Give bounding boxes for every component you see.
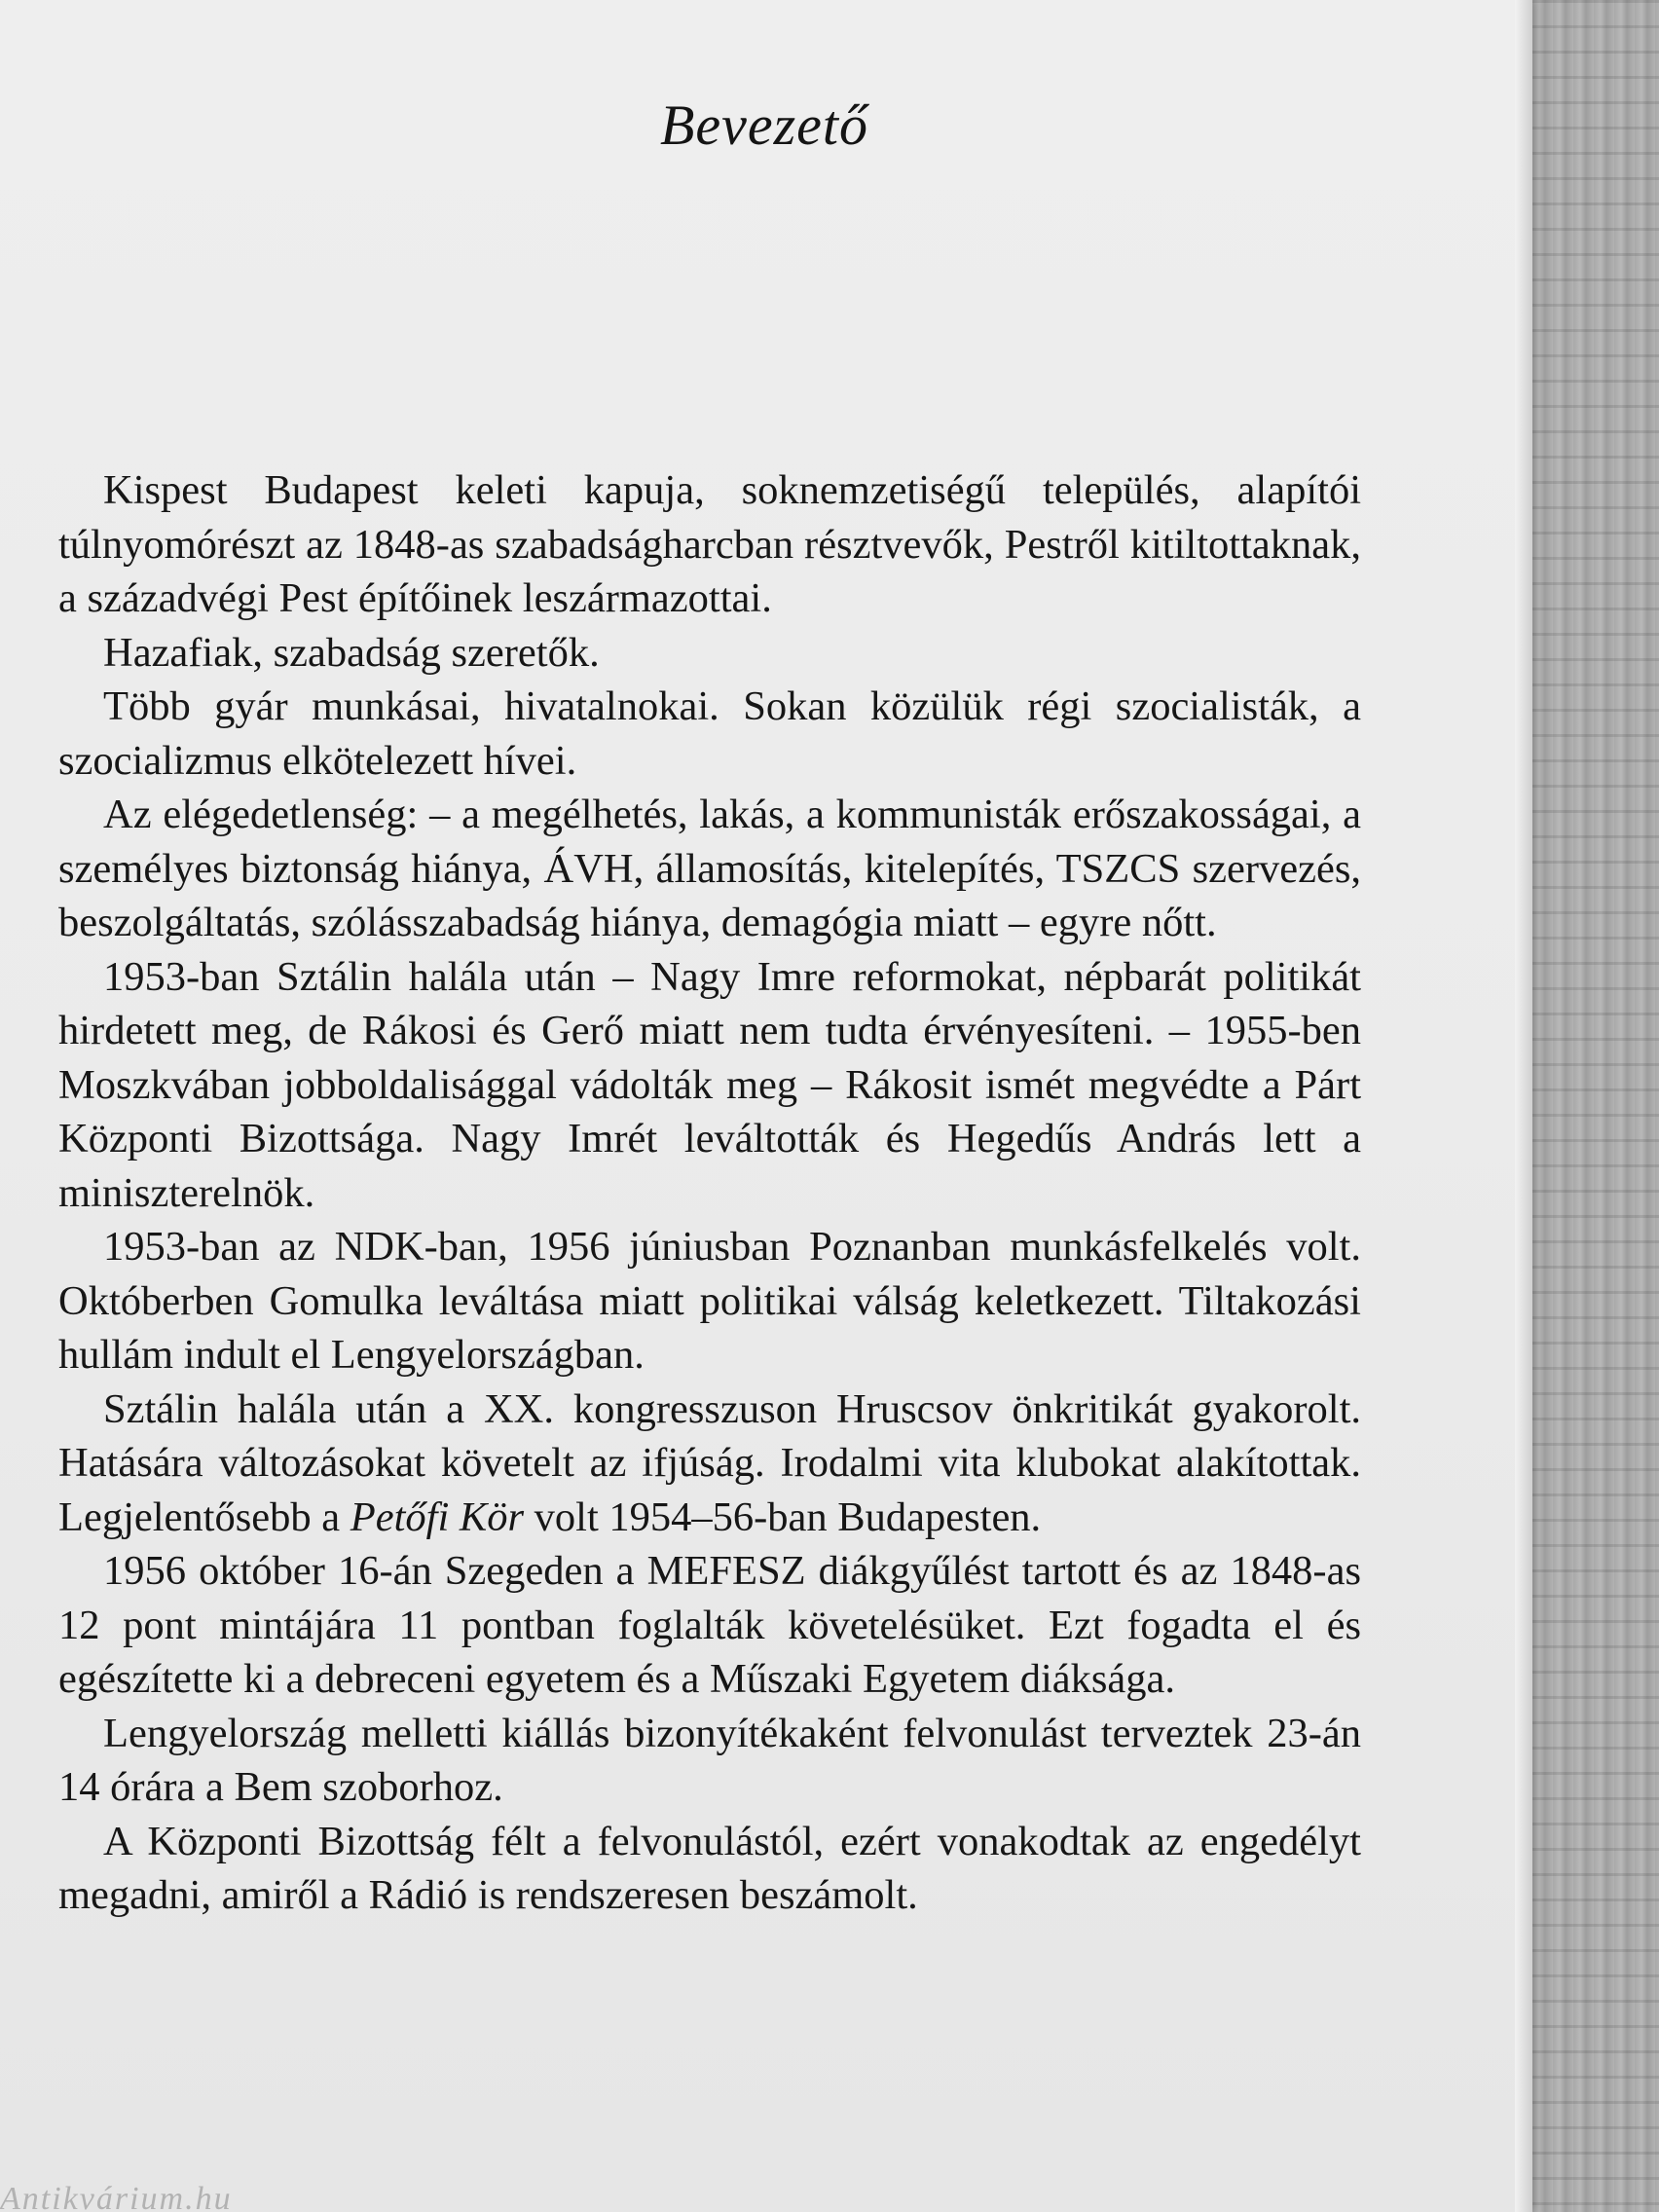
petofi-kor-title: Petőfi Kör [350,1493,525,1540]
paragraph-7 [58,1382,1361,1545]
paragraph-9: Lengyelország melletti kiállás bizonyítékaként felvonulást terveztek 23-án 14 órára a Bem szoborhoz. [58,1710,1361,1810]
watermark-text: Antikvárium.hu [0,2181,233,2212]
paragraph-3: Több gyár munkásai, hivatalnokai. Sokan közülük régi szocialisták, a szocializmus elkötelezett hívei. [58,683,1361,784]
body-text [58,463,1361,1923]
paragraph-4: Az elégedetlenség: – a megélhetés, lakás, a kommunisták erőszakosságai, a személyes biztonság hiánya, ÁVH, államosítás, kitelepítés, TSZCS szervezés, beszolgáltatás, szólásszabadság hiánya, demagógia miatt – egyre nőtt. [58,792,1361,945]
page-edge [1515,0,1532,2212]
paragraph-10: A Központi Bizottság félt a felvonulástól, ezért vonakodtak az engedélyt megadni, amiről a Rádió is rendszeresen beszámolt. [58,1818,1361,1918]
paragraph-2: Hazafiak, szabadság szeretők. [103,629,600,676]
paragraph-7-before: Sztálin halála után a XX. kongresszuson Hruscsov önkritikát gyakorolt. Hatására változásokat követelt az ifjúság. Irodalmi vita klubokat alakítottak. Legjelentősebb a [58,1385,1361,1540]
paragraph-8: 1956 október 16-án Szegeden a MEFESZ diákgyűlést tartott és az 1848-as 12 pont mintájára 11 pontban foglalták követelésüket. Ezt fogadta el és egészítette ki a debreceni egyetem és a Műszaki Egyetem diáksága. [58,1548,1361,1702]
paragraph-1: Kispest Budapest keleti kapuja, soknemzetiségű település, alapítói túlnyomórészt az 1848-as szabadságharcban résztvevők, Pestről kitiltottaknak, a századvégi Pest építőinek leszármazottai. [58,467,1361,621]
paragraph-7-after: volt 1954–56-ban Budapesten. [524,1493,1042,1540]
paragraph-5: 1953-ban Sztálin halála után – Nagy Imre reformokat, népbarát politikát hirdetett meg, de Rákosi és Gerő miatt nem tudta érvényesíteni. – 1955-ben Moszkvában jobboldalisággal vádolták meg – Rákosit ismét megvédte a Párt Központi Bizottsága. Nagy Imrét leváltották és Hegedűs András lett a miniszterelnök. [58,953,1361,1216]
page-title: Bevezető [659,93,869,157]
background-surface [1532,0,1659,2212]
paragraph-6: 1953-ban az NDK-ban, 1956 júniusban Poznanban munkásfelkelés volt. Októberben Gomulka leváltása miatt politikai válság keletkezett. Tiltakozási hullám indult el Lengyelországban. [58,1224,1361,1378]
